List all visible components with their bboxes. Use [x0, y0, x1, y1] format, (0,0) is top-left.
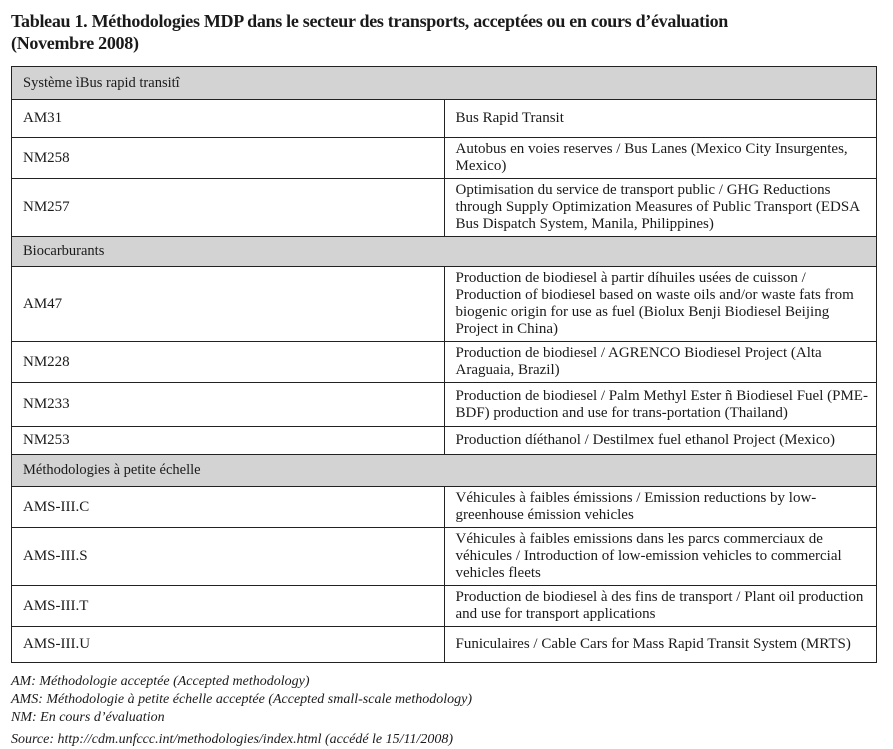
footnote-nm: NM: En cours d’évaluation — [11, 710, 165, 725]
table-title — [11, 10, 891, 54]
methodology-code: NM258 — [12, 138, 445, 179]
table-row — [12, 267, 877, 342]
methodology-description: Production de biodiesel à des fins de transport / Plant oil production and use for transport applications — [444, 586, 877, 627]
methodology-description: Autobus en voies reserves / Bus Lanes (Mexico City Insurgentes, Mexico) — [444, 138, 877, 179]
methodology-description: Production de biodiesel à partir díhuiles usées de cuisson / Production of biodiesel based on waste oils and/or waste fats from biogenic origin for use as fuel (Biolux Benji Biodiesel Beijing Project in China) — [444, 267, 877, 342]
source-note: Source: http://cdm.unfccc.int/methodologies/index.html (accédé le 15/11/2008) — [11, 732, 454, 747]
table-row — [12, 586, 877, 627]
methodology-description: Véhicules à faibles émissions / Emission reductions by low-greenhouse émission vehicles — [444, 487, 877, 528]
table-row — [12, 342, 877, 383]
methodology-description: Optimisation du service de transport public / GHG Reductions through Supply Optimization Measures of Public Transport (EDSA Bus Dispatch System, Manila, Philippines) — [444, 179, 877, 237]
section-heading: Système ìBus rapid transitî — [12, 67, 877, 100]
methodology-code: NM233 — [12, 383, 445, 427]
table-row — [12, 487, 877, 528]
methodology-code: AM47 — [12, 267, 445, 342]
title-line-1: Tableau 1. Méthodologies MDP dans le secteur des transports, acceptées ou en cours d’évaluation — [11, 11, 728, 31]
section-heading: Méthodologies à petite échelle — [12, 455, 877, 487]
section-header-row — [12, 67, 877, 100]
methodology-description: Funiculaires / Cable Cars for Mass Rapid Transit System (MRTS) — [444, 627, 877, 663]
methodology-description: Production de biodiesel / AGRENCO Biodiesel Project (Alta Araguaia, Brazil) — [444, 342, 877, 383]
methodology-code: AMS-III.C — [12, 487, 445, 528]
methodologies-table — [11, 66, 877, 663]
footnote-ams: AMS: Méthodologie à petite échelle acceptée (Accepted small-scale methodology) — [11, 692, 473, 707]
footnote-am: AM: Méthodologie acceptée (Accepted methodology) — [11, 674, 310, 689]
methodology-description: Véhicules à faibles emissions dans les parcs commerciaux de véhicules / Introduction of low-emission vehicles to commercial vehicles fleets — [444, 528, 877, 586]
methodology-code: NM257 — [12, 179, 445, 237]
table-row — [12, 100, 877, 138]
methodology-code: NM228 — [12, 342, 445, 383]
footnotes — [11, 673, 882, 749]
methodology-description: Bus Rapid Transit — [444, 100, 877, 138]
methodology-code: AM31 — [12, 100, 445, 138]
table-row — [12, 427, 877, 455]
title-line-2: (Novembre 2008) — [11, 33, 139, 53]
methodology-code: AMS-III.U — [12, 627, 445, 663]
methodology-code: AMS-III.S — [12, 528, 445, 586]
methodology-description: Production de biodiesel / Palm Methyl Ester ñ Biodiesel Fuel (PME-BDF) production and use for trans-portation (Thailand) — [444, 383, 877, 427]
table-row — [12, 627, 877, 663]
section-header-row — [12, 455, 877, 487]
methodology-code: AMS-III.T — [12, 586, 445, 627]
methodology-description: Production díéthanol / Destilmex fuel ethanol Project (Mexico) — [444, 427, 877, 455]
section-header-row — [12, 237, 877, 267]
table-row — [12, 138, 877, 179]
section-heading: Biocarburants — [12, 237, 877, 267]
table-row — [12, 383, 877, 427]
methodology-code: NM253 — [12, 427, 445, 455]
table-row — [12, 179, 877, 237]
table-row — [12, 528, 877, 586]
